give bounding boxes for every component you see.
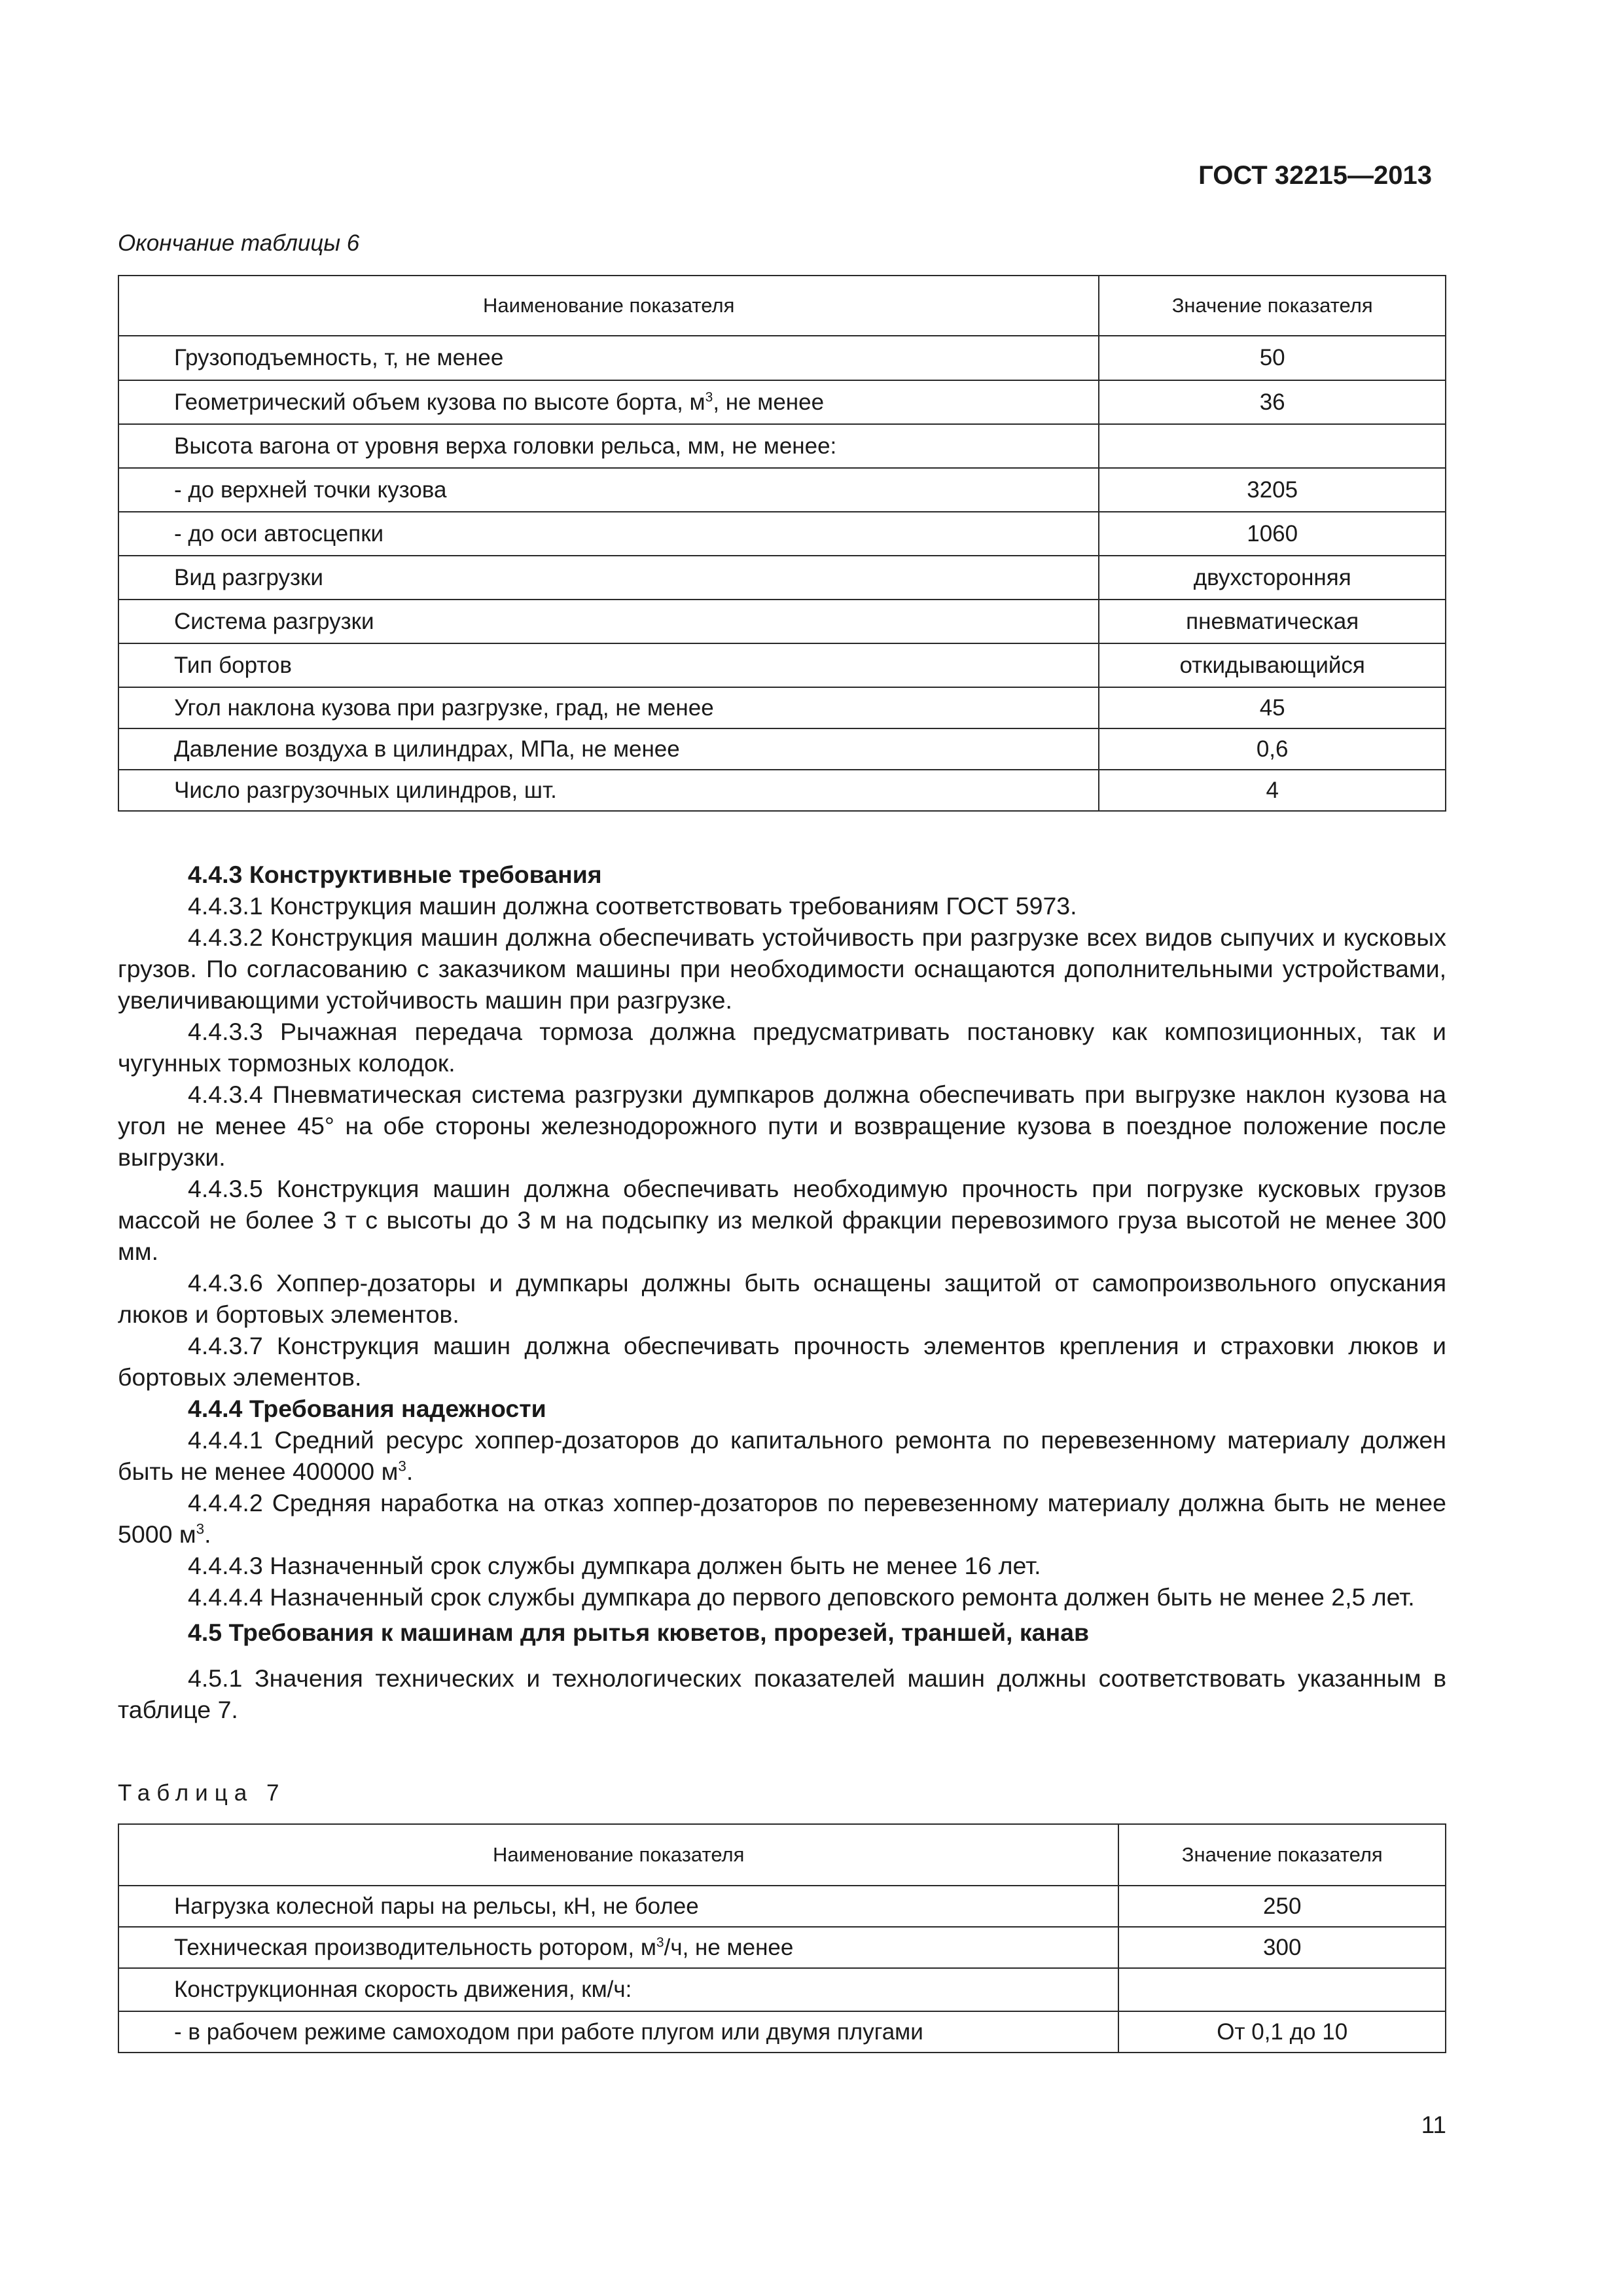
- table7-row-name: - в рабочем режиме самоходом при работе плугом или двумя плугами: [118, 2011, 1118, 2053]
- table6-row-name: Давление воздуха в цилиндрах, МПа, не менее: [118, 728, 1099, 770]
- paragraph-4-4-4-1: [118, 1424, 1446, 1487]
- table6-row-value: 45: [1099, 687, 1446, 728]
- table6-row-value: пневматическая: [1099, 600, 1446, 643]
- table6-row-name: - до оси автосцепки: [118, 512, 1099, 556]
- table7: [118, 1823, 1446, 2053]
- table6-row-value: двухсторонняя: [1099, 556, 1446, 600]
- table6-row-value: [1099, 424, 1446, 468]
- table6-row-value: 1060: [1099, 512, 1446, 556]
- superscript: 3: [398, 1458, 406, 1475]
- body-text: [118, 859, 1446, 1725]
- paragraph-4-4-3-4: 4.4.3.4 Пневматическая система разгрузки думпкаров должна обеспечивать при выгрузке наклон кузова на угол не менее 45° на обе стороны железнодорожного пути и возвращение кузова в поездное положение после выгрузки.: [118, 1081, 1446, 1171]
- table6-header-value: Значение показателя: [1099, 276, 1446, 336]
- table6-row-value: 3205: [1099, 468, 1446, 512]
- section-4-5-title: 4.5 Требования к машинам для рытья кюветов, прорезей, траншей, канав: [188, 1619, 1090, 1646]
- table7-row-name: [118, 1927, 1118, 1968]
- table6-row-value: откидывающийся: [1099, 643, 1446, 687]
- table7-header-value: Значение показателя: [1118, 1824, 1446, 1886]
- section-4-4-3-title: 4.4.3 Конструктивные требования: [188, 861, 602, 888]
- table7-header-name: Наименование показателя: [118, 1824, 1118, 1886]
- table6-row-name: [118, 380, 1099, 424]
- table7-row-name: Нагрузка колесной пары на рельсы, кН, не более: [118, 1886, 1118, 1927]
- table7-row-value: 300: [1118, 1927, 1446, 1968]
- table6-row-name: - до верхней точки кузова: [118, 468, 1099, 512]
- paragraph-text: .: [204, 1520, 211, 1548]
- table6-row-value: 36: [1099, 380, 1446, 424]
- table7-row-name: Конструкционная скорость движения, км/ч:: [118, 1968, 1118, 2011]
- table6-row-name-part: , не менее: [713, 389, 825, 415]
- superscript: 3: [656, 1934, 664, 1950]
- table6-row-name: Тип бортов: [118, 643, 1099, 687]
- paragraph-4-5-1: 4.5.1 Значения технических и технологических показателей машин должны соответствовать указанным в таблице 7.: [118, 1664, 1446, 1723]
- paragraph-text: 4.4.4.2 Средняя наработка на отказ хоппер-дозаторов по перевезенному материалу должна быть не менее 5000 м: [118, 1489, 1446, 1548]
- table6-caption: Окончание таблицы 6: [118, 230, 360, 256]
- document-standard-number: ГОСТ 32215—2013: [1198, 161, 1432, 190]
- table6-row-name-part: Геометрический объем кузова по высоте борта, м: [174, 389, 705, 415]
- table6-row-name: Вид разгрузки: [118, 556, 1099, 600]
- table6-row-value: 0,6: [1099, 728, 1446, 770]
- paragraph-text: 4.4.4.1 Средний ресурс хоппер-дозаторов до капитального ремонта по перевезенному материалу должен быть не менее 400000 м: [118, 1426, 1446, 1485]
- paragraph-4-4-3-3: 4.4.3.3 Рычажная передача тормоза должна предусматривать постановку как композиционных, так и чугунных тормозных колодок.: [118, 1018, 1446, 1077]
- paragraph-4-4-4-2: [118, 1487, 1446, 1550]
- table7-row-value: [1118, 1968, 1446, 2011]
- paragraph-4-4-3-7: 4.4.3.7 Конструкция машин должна обеспечивать прочность элементов крепления и страховки люков и бортовых элементов.: [118, 1332, 1446, 1391]
- table6: [118, 275, 1446, 812]
- page-number: 11: [1421, 2111, 1446, 2138]
- superscript: 3: [705, 389, 713, 404]
- paragraph-4-4-4-4: 4.4.4.4 Назначенный срок службы думпкара до первого деповского ремонта должен быть не менее 2,5 лет.: [188, 1583, 1415, 1611]
- table6-header-name: Наименование показателя: [118, 276, 1099, 336]
- table6-row-value: 50: [1099, 336, 1446, 380]
- table7-row-name-part: /ч, не менее: [664, 1934, 794, 1960]
- table6-row-name: Высота вагона от уровня верха головки рельса, мм, не менее:: [118, 424, 1099, 468]
- table6-row-name: Число разгрузочных цилиндров, шт.: [118, 770, 1099, 811]
- superscript: 3: [196, 1520, 205, 1537]
- table6-row-name: Система разгрузки: [118, 600, 1099, 643]
- table6-row-name: Угол наклона кузова при разгрузке, град, не менее: [118, 687, 1099, 728]
- table7-row-value: От 0,1 до 10: [1118, 2011, 1446, 2053]
- table7-row-value: 250: [1118, 1886, 1446, 1927]
- table6-row-value: 4: [1099, 770, 1446, 811]
- paragraph-4-4-3-2: 4.4.3.2 Конструкция машин должна обеспечивать устойчивость при разгрузке всех видов сыпучих и кусковых грузов. По согласованию с заказчиком машины при необходимости оснащаются дополнительными устройствами, увеличивающими устойчивость машин при разгрузке.: [118, 924, 1446, 1014]
- paragraph-4-4-3-6: 4.4.3.6 Хоппер-дозаторы и думпкары должны быть оснащены защитой от самопроизвольного опускания люков и бортовых элементов.: [118, 1269, 1446, 1328]
- paragraph-4-4-3-1: 4.4.3.1 Конструкция машин должна соответствовать требованиям ГОСТ 5973.: [188, 892, 1077, 920]
- paragraph-4-4-4-3: 4.4.4.3 Назначенный срок службы думпкара должен быть не менее 16 лет.: [188, 1552, 1041, 1579]
- section-4-4-4-title: 4.4.4 Требования надежности: [188, 1395, 546, 1422]
- table6-row-name: Грузоподъемность, т, не менее: [118, 336, 1099, 380]
- paragraph-4-4-3-5: 4.4.3.5 Конструкция машин должна обеспечивать необходимую прочность при погрузке кусковых грузов массой не более 3 т с высоты до 3 м на подсыпку из мелкой фракции перевозимого груза высотой не менее 300 мм.: [118, 1175, 1446, 1265]
- paragraph-text: .: [406, 1458, 414, 1485]
- table7-row-name-part: Техническая производительность ротором, м: [174, 1934, 656, 1960]
- table7-caption: Таблица 7: [118, 1780, 286, 1806]
